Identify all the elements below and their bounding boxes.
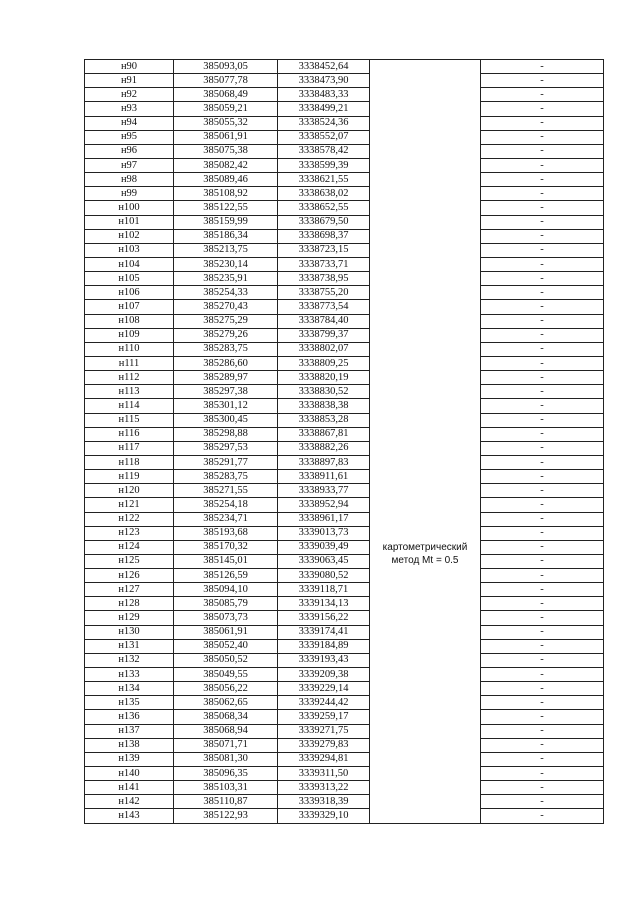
x-coordinate-cell: 385230,14: [174, 257, 278, 271]
value-cell: -: [481, 625, 604, 639]
point-cell: н106: [85, 286, 174, 300]
y-coordinate-cell: 3339294,81: [278, 752, 370, 766]
table-row: [85, 611, 604, 625]
point-cell: н95: [85, 130, 174, 144]
y-coordinate-cell: 3338820,19: [278, 371, 370, 385]
point-cell: н130: [85, 625, 174, 639]
y-coordinate-cell: 3338499,21: [278, 102, 370, 116]
table-row: [85, 300, 604, 314]
y-coordinate-cell: 3338552,07: [278, 130, 370, 144]
x-coordinate-cell: 385052,40: [174, 639, 278, 653]
table-row: [85, 696, 604, 710]
value-cell: -: [481, 215, 604, 229]
value-cell: -: [481, 371, 604, 385]
table-row: [85, 569, 604, 583]
point-cell: н138: [85, 738, 174, 752]
table-row: [85, 724, 604, 738]
method-cell: [370, 286, 481, 823]
x-coordinate-cell: 385062,65: [174, 696, 278, 710]
point-cell: н118: [85, 455, 174, 469]
y-coordinate-cell: 3338799,37: [278, 328, 370, 342]
table-row: [85, 314, 604, 328]
point-cell: н117: [85, 441, 174, 455]
table-row: [85, 767, 604, 781]
x-coordinate-cell: 385291,77: [174, 455, 278, 469]
y-coordinate-cell: 3339318,39: [278, 795, 370, 809]
table-row: [85, 328, 604, 342]
value-cell: -: [481, 597, 604, 611]
x-coordinate-cell: 385075,38: [174, 144, 278, 158]
point-cell: н140: [85, 767, 174, 781]
x-coordinate-cell: 385071,71: [174, 738, 278, 752]
point-cell: н126: [85, 569, 174, 583]
y-coordinate-cell: 3338733,71: [278, 257, 370, 271]
table-row: [85, 130, 604, 144]
y-coordinate-cell: 3339080,52: [278, 569, 370, 583]
table-row: [85, 484, 604, 498]
table-row: [85, 809, 604, 823]
x-coordinate-cell: 385186,34: [174, 229, 278, 243]
x-coordinate-cell: 385068,49: [174, 88, 278, 102]
value-cell: -: [481, 653, 604, 667]
value-cell: -: [481, 130, 604, 144]
point-cell: н105: [85, 272, 174, 286]
point-cell: н97: [85, 158, 174, 172]
table-row: [85, 187, 604, 201]
y-coordinate-cell: 3339039,49: [278, 540, 370, 554]
x-coordinate-cell: 385279,26: [174, 328, 278, 342]
x-coordinate-cell: 385297,38: [174, 385, 278, 399]
value-cell: -: [481, 74, 604, 88]
point-cell: н136: [85, 710, 174, 724]
x-coordinate-cell: 385289,97: [174, 371, 278, 385]
y-coordinate-cell: 3338723,15: [278, 243, 370, 257]
y-coordinate-cell: 3339229,14: [278, 682, 370, 696]
point-cell: н116: [85, 427, 174, 441]
value-cell: -: [481, 470, 604, 484]
y-coordinate-cell: 3339134,13: [278, 597, 370, 611]
y-coordinate-cell: 3339313,22: [278, 781, 370, 795]
x-coordinate-cell: 385050,52: [174, 653, 278, 667]
x-coordinate-cell: 385085,79: [174, 597, 278, 611]
x-coordinate-cell: 385110,87: [174, 795, 278, 809]
y-coordinate-cell: 3338773,54: [278, 300, 370, 314]
value-cell: -: [481, 455, 604, 469]
y-coordinate-cell: 3338473,90: [278, 74, 370, 88]
x-coordinate-cell: 385056,22: [174, 682, 278, 696]
y-coordinate-cell: 3339174,41: [278, 625, 370, 639]
point-cell: н104: [85, 257, 174, 271]
table-row: [85, 102, 604, 116]
value-cell: -: [481, 809, 604, 823]
value-cell: -: [481, 611, 604, 625]
table-row: [85, 554, 604, 568]
value-cell: -: [481, 498, 604, 512]
table-row: [85, 441, 604, 455]
table-row: [85, 639, 604, 653]
y-coordinate-cell: 3338698,37: [278, 229, 370, 243]
value-cell: -: [481, 682, 604, 696]
x-coordinate-cell: 385271,55: [174, 484, 278, 498]
y-coordinate-cell: 3339156,22: [278, 611, 370, 625]
x-coordinate-cell: 385213,75: [174, 243, 278, 257]
value-cell: -: [481, 144, 604, 158]
table-row: [85, 356, 604, 370]
point-cell: н107: [85, 300, 174, 314]
value-cell: -: [481, 569, 604, 583]
table-row: [85, 583, 604, 597]
point-cell: н123: [85, 526, 174, 540]
value-cell: -: [481, 752, 604, 766]
point-cell: н108: [85, 314, 174, 328]
table-row: [85, 60, 604, 74]
point-cell: н132: [85, 653, 174, 667]
x-coordinate-cell: 385081,30: [174, 752, 278, 766]
table-row: [85, 229, 604, 243]
table-row: [85, 738, 604, 752]
x-coordinate-cell: 385235,91: [174, 272, 278, 286]
point-cell: н109: [85, 328, 174, 342]
x-coordinate-cell: 385254,33: [174, 286, 278, 300]
table-row: [85, 144, 604, 158]
value-cell: -: [481, 102, 604, 116]
table-row: [85, 342, 604, 356]
point-cell: н114: [85, 399, 174, 413]
y-coordinate-cell: 3338679,50: [278, 215, 370, 229]
table-row: [85, 399, 604, 413]
coordinates-table-body: [85, 60, 604, 824]
value-cell: -: [481, 427, 604, 441]
value-cell: -: [481, 314, 604, 328]
y-coordinate-cell: 3338830,52: [278, 385, 370, 399]
y-coordinate-cell: 3338483,33: [278, 88, 370, 102]
point-cell: н127: [85, 583, 174, 597]
y-coordinate-cell: 3338524,36: [278, 116, 370, 130]
point-cell: н98: [85, 173, 174, 187]
table-row: [85, 668, 604, 682]
value-cell: -: [481, 243, 604, 257]
x-coordinate-cell: 385073,73: [174, 611, 278, 625]
point-cell: н121: [85, 498, 174, 512]
x-coordinate-cell: 385234,71: [174, 512, 278, 526]
x-coordinate-cell: 385300,45: [174, 413, 278, 427]
table-row: [85, 272, 604, 286]
point-cell: н120: [85, 484, 174, 498]
x-coordinate-cell: 385082,42: [174, 158, 278, 172]
x-coordinate-cell: 385103,31: [174, 781, 278, 795]
x-coordinate-cell: 385094,10: [174, 583, 278, 597]
value-cell: -: [481, 158, 604, 172]
value-cell: -: [481, 399, 604, 413]
x-coordinate-cell: 385145,01: [174, 554, 278, 568]
table-row: [85, 371, 604, 385]
table-row: [85, 781, 604, 795]
y-coordinate-cell: 3338838,38: [278, 399, 370, 413]
point-cell: н124: [85, 540, 174, 554]
y-coordinate-cell: 3338867,81: [278, 427, 370, 441]
table-row: [85, 653, 604, 667]
x-coordinate-cell: 385297,53: [174, 441, 278, 455]
y-coordinate-cell: 3338755,20: [278, 286, 370, 300]
point-cell: н139: [85, 752, 174, 766]
y-coordinate-cell: 3339118,71: [278, 583, 370, 597]
x-coordinate-cell: 385283,75: [174, 470, 278, 484]
point-cell: н119: [85, 470, 174, 484]
point-cell: н90: [85, 60, 174, 74]
point-cell: н99: [85, 187, 174, 201]
value-cell: -: [481, 88, 604, 102]
point-cell: н91: [85, 74, 174, 88]
table-row: [85, 286, 604, 300]
table-row: [85, 795, 604, 809]
point-cell: н103: [85, 243, 174, 257]
table-row: [85, 682, 604, 696]
value-cell: -: [481, 272, 604, 286]
y-coordinate-cell: 3339193,43: [278, 653, 370, 667]
point-cell: н110: [85, 342, 174, 356]
y-coordinate-cell: 3338621,55: [278, 173, 370, 187]
table-row: [85, 413, 604, 427]
point-cell: н101: [85, 215, 174, 229]
value-cell: -: [481, 554, 604, 568]
point-cell: н115: [85, 413, 174, 427]
point-cell: н92: [85, 88, 174, 102]
value-cell: -: [481, 710, 604, 724]
value-cell: -: [481, 781, 604, 795]
y-coordinate-cell: 3338738,95: [278, 272, 370, 286]
table-row: [85, 88, 604, 102]
y-coordinate-cell: 3338952,94: [278, 498, 370, 512]
x-coordinate-cell: 385049,55: [174, 668, 278, 682]
method-text-line1: картометрический: [382, 542, 468, 554]
x-coordinate-cell: 385061,91: [174, 625, 278, 639]
point-cell: н134: [85, 682, 174, 696]
value-cell: -: [481, 484, 604, 498]
table-row: [85, 498, 604, 512]
point-cell: н111: [85, 356, 174, 370]
point-cell: н129: [85, 611, 174, 625]
table-row: [85, 116, 604, 130]
value-cell: -: [481, 413, 604, 427]
y-coordinate-cell: 3338882,26: [278, 441, 370, 455]
point-cell: н112: [85, 371, 174, 385]
value-cell: -: [481, 229, 604, 243]
table-row: [85, 597, 604, 611]
y-coordinate-cell: 3338911,61: [278, 470, 370, 484]
x-coordinate-cell: 385159,99: [174, 215, 278, 229]
value-cell: -: [481, 201, 604, 215]
x-coordinate-cell: 385283,75: [174, 342, 278, 356]
point-cell: н135: [85, 696, 174, 710]
y-coordinate-cell: 3338652,55: [278, 201, 370, 215]
table-row: [85, 173, 604, 187]
x-coordinate-cell: 385122,93: [174, 809, 278, 823]
x-coordinate-cell: 385108,92: [174, 187, 278, 201]
value-cell: -: [481, 187, 604, 201]
point-cell: н131: [85, 639, 174, 653]
y-coordinate-cell: 3338853,28: [278, 413, 370, 427]
y-coordinate-cell: 3338933,77: [278, 484, 370, 498]
y-coordinate-cell: 3339329,10: [278, 809, 370, 823]
x-coordinate-cell: 385089,46: [174, 173, 278, 187]
method-cell-upper: [370, 60, 481, 286]
table-row: [85, 427, 604, 441]
x-coordinate-cell: 385301,12: [174, 399, 278, 413]
x-coordinate-cell: 385096,35: [174, 767, 278, 781]
value-cell: -: [481, 696, 604, 710]
value-cell: -: [481, 512, 604, 526]
y-coordinate-cell: 3339279,83: [278, 738, 370, 752]
value-cell: -: [481, 385, 604, 399]
x-coordinate-cell: 385126,59: [174, 569, 278, 583]
x-coordinate-cell: 385068,34: [174, 710, 278, 724]
x-coordinate-cell: 385254,18: [174, 498, 278, 512]
value-cell: -: [481, 257, 604, 271]
y-coordinate-cell: 3338802,07: [278, 342, 370, 356]
y-coordinate-cell: 3339209,38: [278, 668, 370, 682]
y-coordinate-cell: 3339311,50: [278, 767, 370, 781]
point-cell: н94: [85, 116, 174, 130]
value-cell: -: [481, 738, 604, 752]
y-coordinate-cell: 3339271,75: [278, 724, 370, 738]
y-coordinate-cell: 3339244,42: [278, 696, 370, 710]
table-row: [85, 512, 604, 526]
y-coordinate-cell: 3338784,40: [278, 314, 370, 328]
x-coordinate-cell: 385286,60: [174, 356, 278, 370]
x-coordinate-cell: 385061,91: [174, 130, 278, 144]
table-row: [85, 625, 604, 639]
y-coordinate-cell: 3338961,17: [278, 512, 370, 526]
coordinates-table: [84, 59, 604, 824]
y-coordinate-cell: 3338638,02: [278, 187, 370, 201]
value-cell: -: [481, 767, 604, 781]
x-coordinate-cell: 385275,29: [174, 314, 278, 328]
x-coordinate-cell: 385093,05: [174, 60, 278, 74]
value-cell: -: [481, 342, 604, 356]
table-row: [85, 257, 604, 271]
y-coordinate-cell: 3339013,73: [278, 526, 370, 540]
x-coordinate-cell: 385193,68: [174, 526, 278, 540]
table-row: [85, 470, 604, 484]
table-row: [85, 385, 604, 399]
value-cell: -: [481, 173, 604, 187]
table-row: [85, 526, 604, 540]
value-cell: -: [481, 116, 604, 130]
y-coordinate-cell: 3339259,17: [278, 710, 370, 724]
table-row: [85, 540, 604, 554]
y-coordinate-cell: 3338578,42: [278, 144, 370, 158]
x-coordinate-cell: 385170,32: [174, 540, 278, 554]
table-row: [85, 201, 604, 215]
value-cell: -: [481, 639, 604, 653]
point-cell: н113: [85, 385, 174, 399]
point-cell: н100: [85, 201, 174, 215]
table-row: [85, 243, 604, 257]
value-cell: -: [481, 583, 604, 597]
method-text-line2: метод Mt = 0.5: [391, 555, 459, 567]
table-row: [85, 710, 604, 724]
point-cell: н142: [85, 795, 174, 809]
x-coordinate-cell: 385298,88: [174, 427, 278, 441]
point-cell: н102: [85, 229, 174, 243]
table-row: [85, 215, 604, 229]
y-coordinate-cell: 3338452,64: [278, 60, 370, 74]
point-cell: н125: [85, 554, 174, 568]
x-coordinate-cell: 385270,43: [174, 300, 278, 314]
x-coordinate-cell: 385055,32: [174, 116, 278, 130]
table-row: [85, 158, 604, 172]
value-cell: -: [481, 540, 604, 554]
y-coordinate-cell: 3338599,39: [278, 158, 370, 172]
x-coordinate-cell: 385068,94: [174, 724, 278, 738]
point-cell: н93: [85, 102, 174, 116]
point-cell: н137: [85, 724, 174, 738]
x-coordinate-cell: 385077,78: [174, 74, 278, 88]
value-cell: -: [481, 668, 604, 682]
point-cell: н128: [85, 597, 174, 611]
value-cell: -: [481, 286, 604, 300]
table-row: [85, 752, 604, 766]
value-cell: -: [481, 300, 604, 314]
y-coordinate-cell: 3339063,45: [278, 554, 370, 568]
x-coordinate-cell: 385059,21: [174, 102, 278, 116]
point-cell: н141: [85, 781, 174, 795]
value-cell: -: [481, 60, 604, 74]
point-cell: н96: [85, 144, 174, 158]
y-coordinate-cell: 3338897,83: [278, 455, 370, 469]
value-cell: -: [481, 795, 604, 809]
value-cell: -: [481, 526, 604, 540]
value-cell: -: [481, 441, 604, 455]
point-cell: н122: [85, 512, 174, 526]
y-coordinate-cell: 3338809,25: [278, 356, 370, 370]
y-coordinate-cell: 3339184,89: [278, 639, 370, 653]
x-coordinate-cell: 385122,55: [174, 201, 278, 215]
point-cell: н133: [85, 668, 174, 682]
value-cell: -: [481, 328, 604, 342]
table-row: [85, 74, 604, 88]
value-cell: -: [481, 724, 604, 738]
value-cell: -: [481, 356, 604, 370]
point-cell: н143: [85, 809, 174, 823]
table-row: [85, 455, 604, 469]
